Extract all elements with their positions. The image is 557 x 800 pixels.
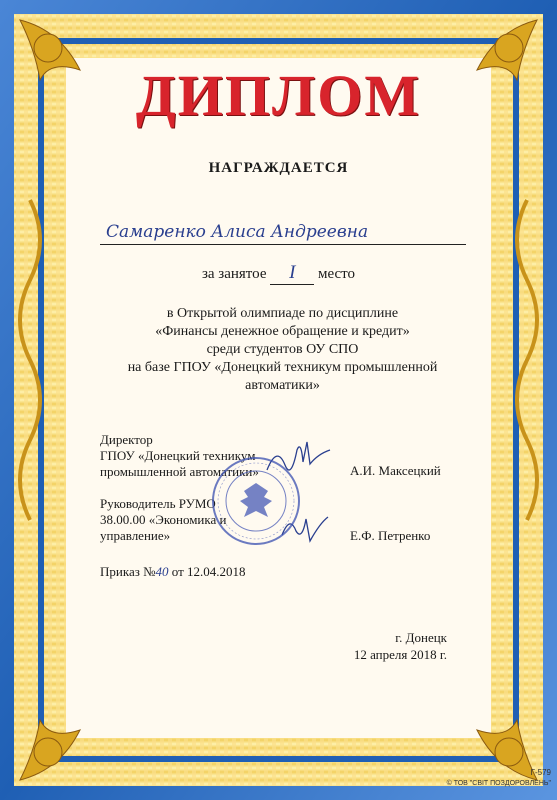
director-line: Директор: [100, 432, 153, 447]
award-description: [90, 305, 475, 395]
head-line: управление»: [100, 528, 171, 543]
description-line: в Открытой олимпиаде по дисциплине: [166, 306, 399, 321]
diploma-title: ДИПЛОМ: [135, 63, 422, 128]
description-line: среди студентов ОУ СПО: [206, 342, 359, 357]
description-line: на базе ГПОУ «Донецкий техникум промышленной: [127, 360, 438, 375]
official-stamp: [210, 455, 302, 547]
head-line: Руководитель РУМО: [100, 496, 216, 511]
place-and-date: [354, 629, 447, 663]
awarded-label: НАГРАЖДАЕТСЯ: [208, 160, 349, 176]
director-line: промышленной автоматики»: [100, 464, 259, 479]
head-line: 38.00.00 «Экономика и: [100, 512, 227, 527]
place-prefix: за занятое: [201, 266, 267, 282]
order-line: [100, 564, 246, 580]
description-line: автоматики»: [245, 378, 320, 393]
director-name: А.И. Максецкий: [350, 463, 441, 478]
description-line: «Финансы денежное обращение и кредит»: [155, 324, 410, 339]
publisher-mark: © ТОВ "СВІТ ПОЗДОРОВЛЕНЬ": [446, 780, 551, 787]
city: г. Донецк: [395, 630, 447, 645]
print-code: Г-579: [530, 768, 551, 777]
recipient-name: Самаренко Алиса Андреевна: [100, 222, 466, 245]
order-date: от 12.04.2018: [171, 564, 246, 579]
order-number: 40: [155, 564, 169, 579]
place-suffix: место: [318, 266, 356, 282]
head-title: [100, 496, 226, 544]
issue-date: 12 апреля 2018 г.: [353, 647, 447, 662]
place-number: I: [270, 262, 314, 285]
order-prefix: Приказ №: [100, 564, 156, 579]
head-name: Е.Ф. Петренко: [350, 528, 431, 543]
place-line: [0, 262, 557, 285]
director-line: ГПОУ «Донецкий техникум: [100, 448, 256, 463]
